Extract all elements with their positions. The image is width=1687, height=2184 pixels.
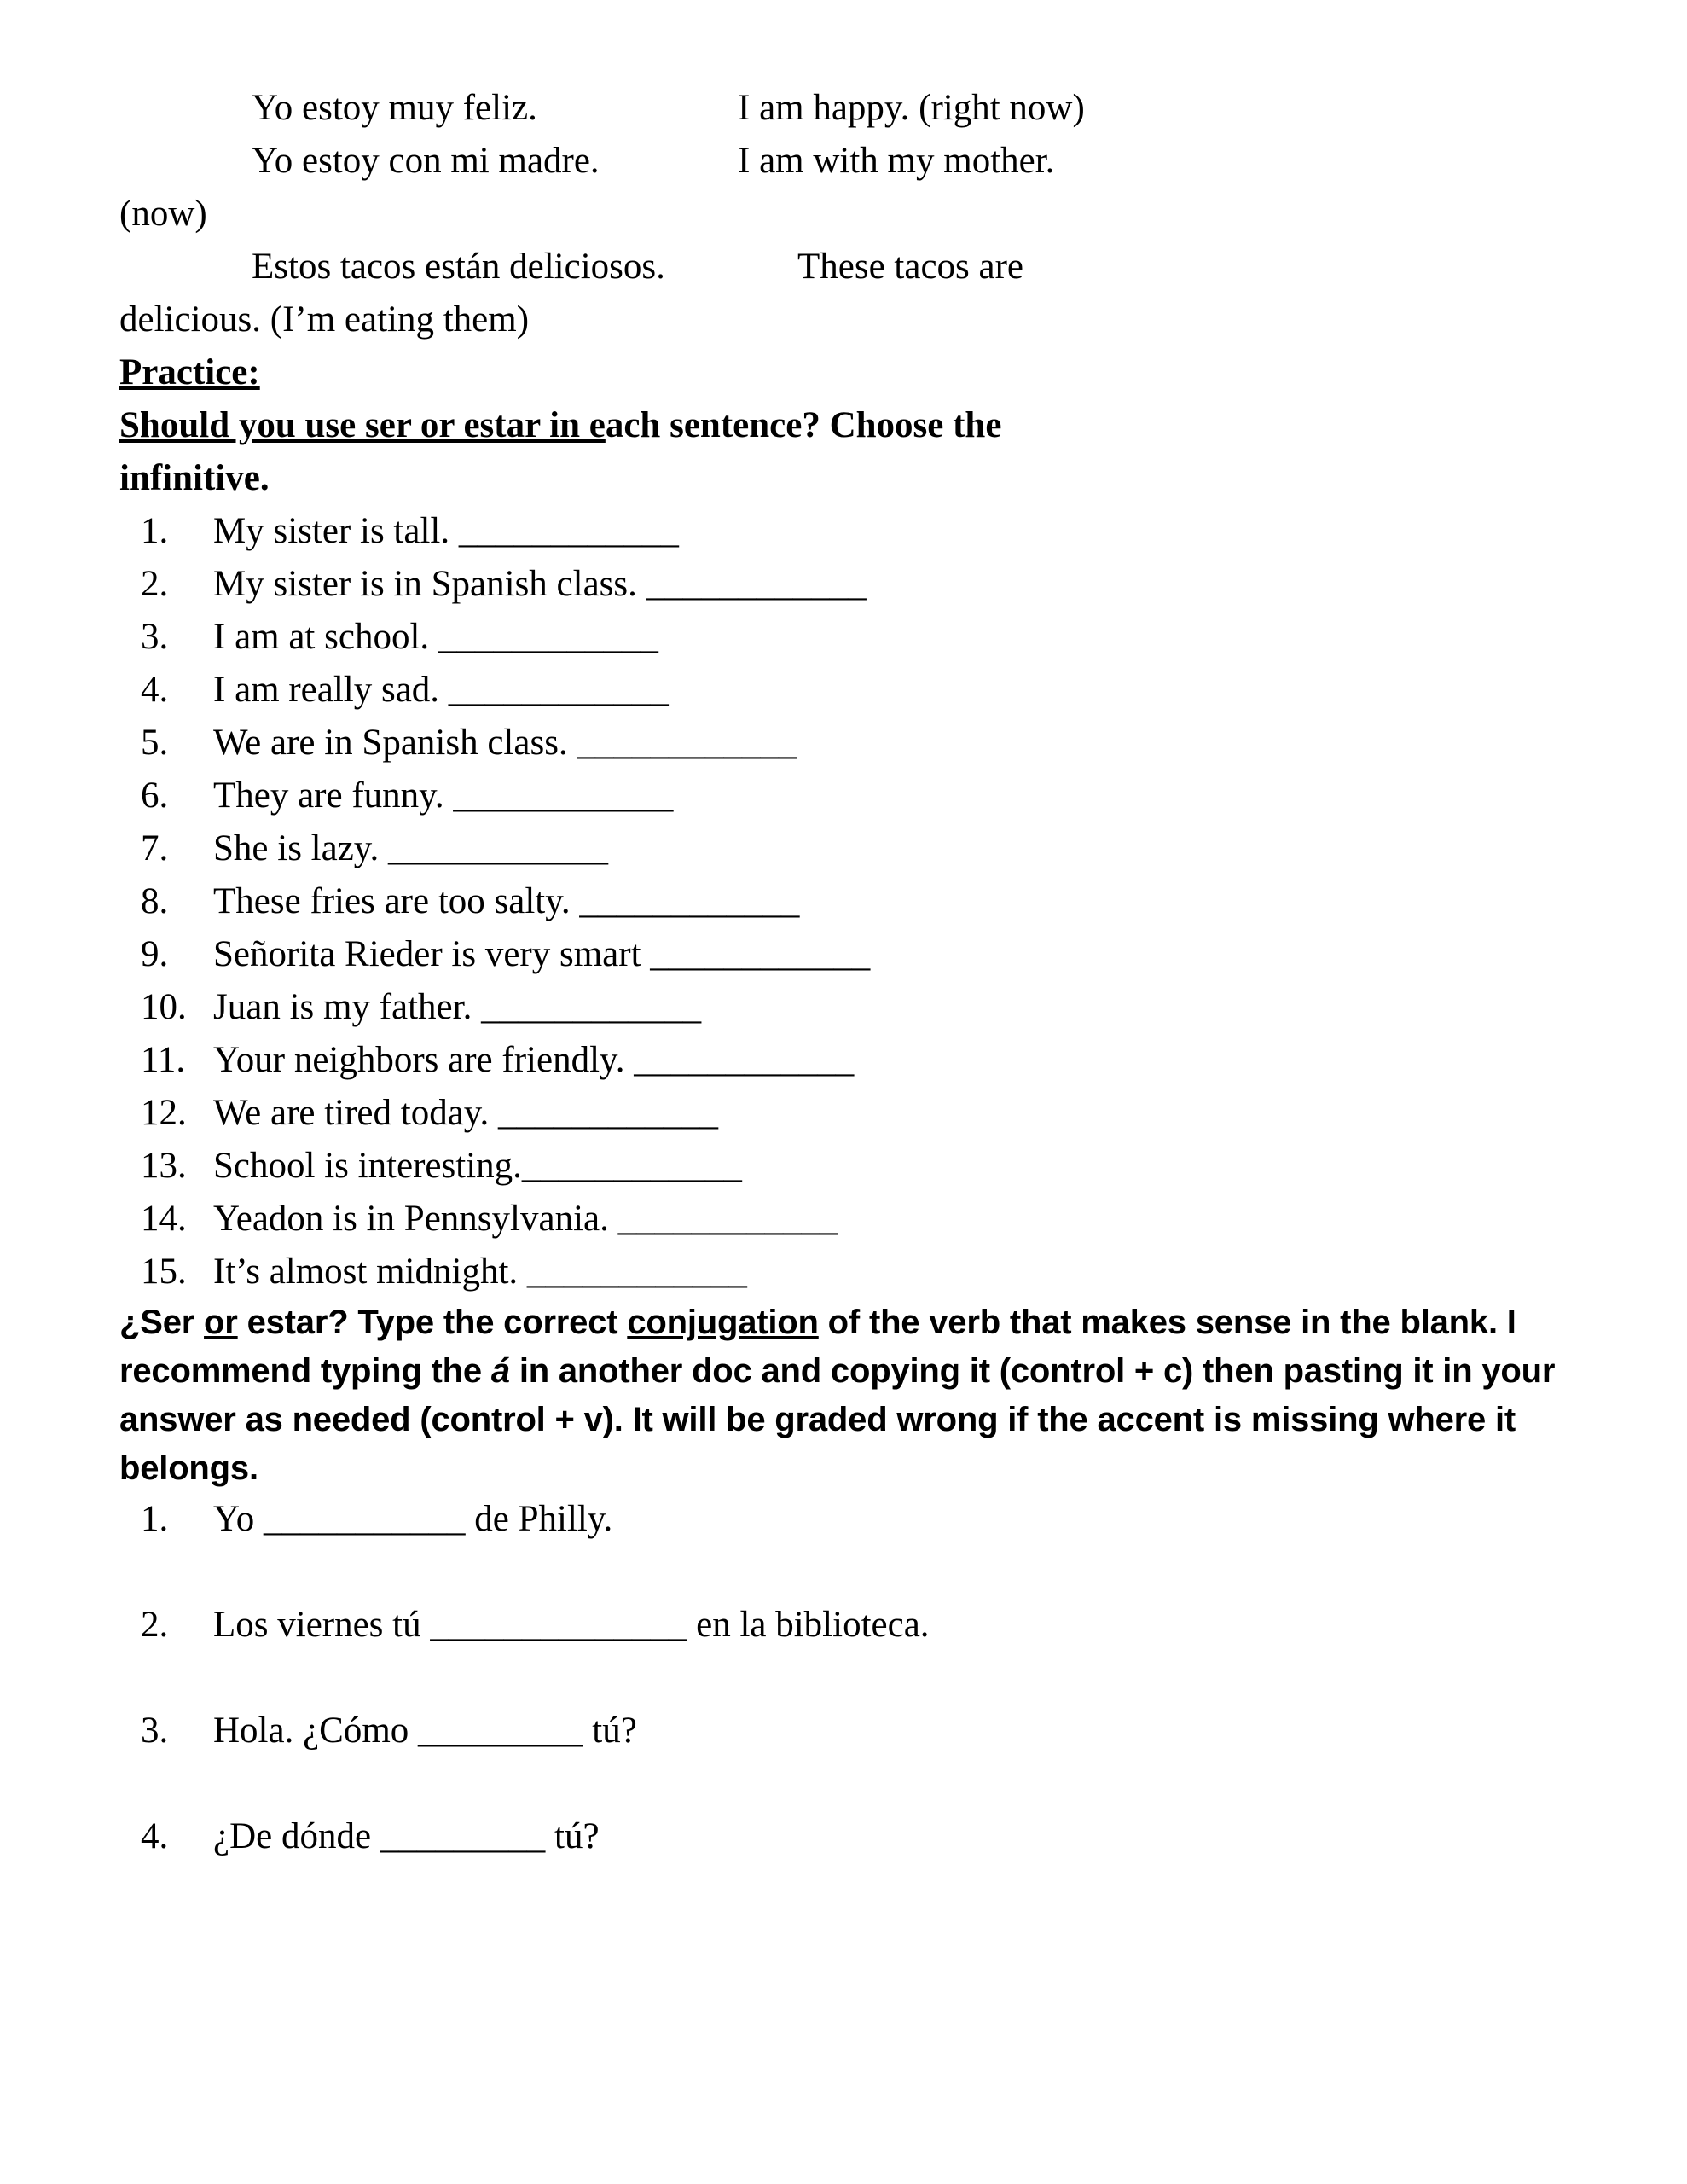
- list-item: [119, 1599, 1559, 1652]
- example-spanish-3: Estos tacos están deliciosos.: [252, 247, 665, 287]
- list-item-number: 1.: [141, 511, 169, 551]
- list-item: [119, 1246, 1559, 1298]
- list-item-text: She is lazy. ____________: [213, 828, 609, 868]
- choose-infinitive-list: [119, 505, 1559, 1298]
- example-row-2-wrap: (now): [119, 194, 207, 234]
- document-body: [119, 82, 1559, 1863]
- list-item-number: 4.: [141, 670, 169, 710]
- list-item-number: 14.: [141, 1199, 187, 1239]
- list-item: [119, 770, 1559, 822]
- list-item-text: My sister is in Spanish class. ____________: [213, 564, 867, 604]
- example-spanish-2: Yo estoy con mi madre.: [252, 141, 600, 181]
- list-item-text: It’s almost midnight. ____________: [213, 1252, 747, 1292]
- list-item-number: 3.: [141, 1711, 169, 1751]
- list-item-number: 11.: [141, 1040, 186, 1080]
- example-english-1: I am happy. (right now): [738, 88, 1085, 128]
- example-sentences-block: [119, 82, 1559, 346]
- list-item-number: 2.: [141, 1605, 169, 1645]
- list-item-text: Los viernes tú ______________ en la biblioteca.: [213, 1605, 930, 1645]
- conjugation-instr-or: or: [204, 1304, 238, 1341]
- list-item-text: We are tired today. ____________: [213, 1093, 719, 1133]
- example-english-2: I am with my mother.: [738, 141, 1055, 181]
- list-item: [119, 928, 1559, 981]
- conjugation-instruction: [119, 1298, 1559, 1493]
- list-item-text: My sister is tall. ____________: [213, 511, 679, 551]
- list-item: [119, 717, 1559, 770]
- list-item: [119, 1493, 1559, 1546]
- list-item-text: Yeadon is in Pennsylvania. ____________: [213, 1199, 838, 1239]
- example-english-3: These tacos are: [797, 247, 1024, 287]
- list-item: [119, 1810, 1559, 1863]
- list-item-number: 12.: [141, 1093, 187, 1133]
- list-item: [119, 822, 1559, 875]
- list-item: [119, 875, 1559, 928]
- conjugation-instr-conjugation: conjugation: [627, 1304, 819, 1341]
- list-item-text: ¿De dónde _________ tú?: [213, 1816, 600, 1856]
- list-item-number: 7.: [141, 828, 169, 868]
- list-item: [119, 505, 1559, 558]
- example-row-3: [119, 241, 1559, 293]
- list-item: [119, 1193, 1559, 1246]
- list-item-text: I am really sad. ____________: [213, 670, 669, 710]
- example-row-2: [119, 135, 1559, 188]
- list-item-text: They are funny. ____________: [213, 775, 674, 816]
- conjugation-instr-accent-char: á: [490, 1352, 510, 1390]
- conjugation-instr-seg2: estar? Type the correct: [237, 1304, 628, 1341]
- list-item-number: 6.: [141, 775, 169, 816]
- list-item-text: I am at school. ____________: [213, 617, 658, 657]
- list-item-text: Your neighbors are friendly. ____________: [213, 1040, 855, 1080]
- list-item: [119, 1705, 1559, 1757]
- list-item: [119, 664, 1559, 717]
- conjugation-instr-seg3: of the verb that makes sense in the blank. I recommend typing the: [119, 1304, 1516, 1390]
- list-item-text: These fries are too salty. ____________: [213, 881, 800, 921]
- list-item-number: 5.: [141, 723, 169, 763]
- list-item-number: 8.: [141, 881, 169, 921]
- instruction-underlined-segment: Should you use ser or estar in e: [119, 405, 606, 445]
- example-row-1: [119, 82, 1559, 135]
- list-item-text: School is interesting.____________: [213, 1146, 742, 1186]
- list-item-text: Juan is my father. ____________: [213, 987, 702, 1027]
- conjugation-instr-seg1: ¿Ser: [119, 1304, 205, 1341]
- conjugation-instr-seg4: in another doc and copying it (control + c) then pasting it in your answer as needed (control + v). It will be graded wrong if the accent is missing where it belongs.: [119, 1352, 1556, 1487]
- list-item: [119, 981, 1559, 1034]
- list-item-number: 15.: [141, 1252, 187, 1292]
- list-item-number: 2.: [141, 564, 169, 604]
- list-item: [119, 1034, 1559, 1087]
- practice-heading-text: Practice:: [119, 352, 260, 392]
- list-item-text: Hola. ¿Cómo _________ tú?: [213, 1711, 637, 1751]
- list-item: [119, 1087, 1559, 1140]
- list-item-text: We are in Spanish class. ____________: [213, 723, 797, 763]
- list-item: [119, 558, 1559, 611]
- example-row-3-wrap: delicious. (I’m eating them): [119, 299, 530, 340]
- list-item: [119, 611, 1559, 664]
- instruction-line-2: infinitive.: [119, 458, 270, 498]
- list-item-number: 13.: [141, 1146, 187, 1186]
- list-item: [119, 1140, 1559, 1193]
- list-item-number: 4.: [141, 1816, 169, 1856]
- list-item-number: 9.: [141, 934, 169, 974]
- list-item-number: 3.: [141, 617, 169, 657]
- list-item-text: Yo ___________ de Philly.: [213, 1499, 613, 1539]
- instruction-plain-segment: ach sentence? Choose the: [605, 405, 1002, 445]
- choose-infinitive-instruction: [119, 399, 1559, 505]
- conjugation-list: [119, 1493, 1559, 1863]
- list-item-text: Señorita Rieder is very smart ____________: [213, 934, 871, 974]
- example-spanish-1: Yo estoy muy feliz.: [252, 88, 537, 128]
- practice-heading: [119, 346, 1559, 399]
- list-item-number: 10.: [141, 987, 187, 1027]
- list-item-number: 1.: [141, 1499, 169, 1539]
